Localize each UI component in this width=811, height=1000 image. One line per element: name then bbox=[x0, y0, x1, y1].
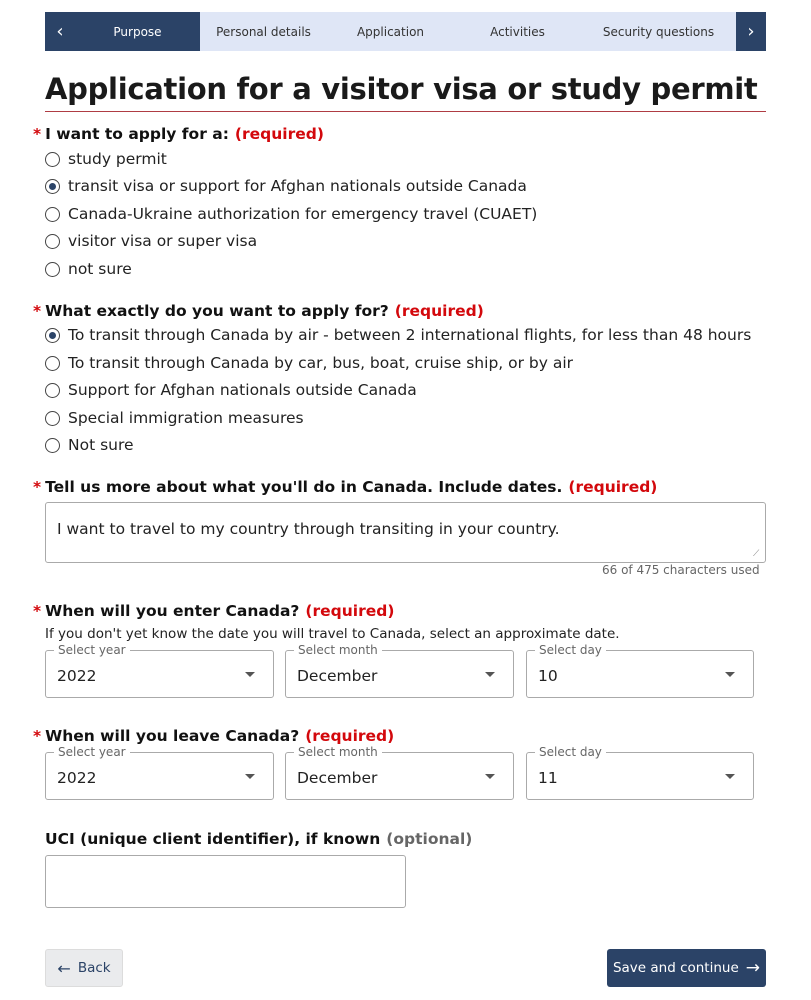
select-legend: Select day bbox=[535, 745, 606, 759]
radio-transit-ground[interactable] bbox=[45, 354, 573, 372]
radio-button[interactable] bbox=[45, 207, 60, 222]
step-navigation bbox=[45, 12, 766, 51]
caret-down-icon bbox=[485, 672, 495, 677]
enter-canada-label: When will you enter Canada? bbox=[45, 602, 300, 620]
apply-for-question bbox=[33, 125, 324, 143]
step-prev-button[interactable] bbox=[45, 12, 75, 51]
required-star: * bbox=[33, 302, 42, 320]
radio-button[interactable] bbox=[45, 234, 60, 249]
back-button[interactable] bbox=[45, 949, 123, 987]
radio-cuaet[interactable] bbox=[45, 205, 537, 223]
step-tabs bbox=[75, 12, 736, 51]
radio-label: transit visa or support for Afghan nationals outside Canada bbox=[68, 177, 527, 195]
radio-button[interactable] bbox=[45, 438, 60, 453]
select-legend: Select day bbox=[535, 643, 606, 657]
select-value: 2022 bbox=[57, 667, 97, 685]
select-legend: Select month bbox=[294, 643, 382, 657]
select-value: 10 bbox=[538, 667, 558, 685]
radio-button[interactable] bbox=[45, 179, 60, 194]
leave-month-select[interactable] bbox=[285, 745, 514, 800]
chevron-right-icon: › bbox=[747, 21, 755, 42]
caret-down-icon bbox=[245, 672, 255, 677]
tab-activities[interactable]: Activities bbox=[490, 24, 545, 39]
tab-security-questions[interactable]: Security questions bbox=[602, 24, 715, 39]
radio-button[interactable] bbox=[45, 356, 60, 371]
page-title: Application for a visitor visa or study permit bbox=[45, 72, 758, 106]
tab-application[interactable]: Application bbox=[356, 24, 425, 39]
select-legend: Select year bbox=[54, 745, 130, 759]
caret-down-icon bbox=[485, 774, 495, 779]
arrow-left-icon: ← bbox=[57, 958, 71, 978]
required-label: (required) bbox=[394, 302, 484, 320]
select-value: 11 bbox=[538, 769, 558, 787]
radio-button[interactable] bbox=[45, 383, 60, 398]
caret-down-icon bbox=[725, 672, 735, 677]
required-label: (required) bbox=[305, 602, 395, 620]
radio-label: Support for Afghan nationals outside Canada bbox=[68, 381, 417, 399]
radio-label: Not sure bbox=[68, 436, 134, 454]
apply-for-label: I want to apply for a: bbox=[45, 125, 229, 143]
radio-button[interactable] bbox=[45, 328, 60, 343]
title-divider bbox=[45, 111, 766, 112]
radio-label: Special immigration measures bbox=[68, 409, 304, 427]
details-question bbox=[33, 478, 657, 496]
resize-handle-icon[interactable]: ⟋ bbox=[753, 549, 760, 559]
radio-label: To transit through Canada by car, bus, boat, cruise ship, or by air bbox=[68, 354, 574, 372]
required-star: * bbox=[33, 478, 42, 496]
required-star: * bbox=[33, 727, 42, 745]
uci-input[interactable] bbox=[45, 855, 406, 908]
enter-year-select[interactable] bbox=[45, 643, 274, 698]
apply-exactly-label: What exactly do you want to apply for? bbox=[45, 302, 389, 320]
leave-canada-label: When will you leave Canada? bbox=[45, 727, 300, 745]
required-label: (required) bbox=[568, 478, 658, 496]
radio-afghan-support[interactable] bbox=[45, 381, 417, 399]
required-star: * bbox=[33, 125, 42, 143]
details-textarea[interactable] bbox=[45, 502, 766, 563]
select-legend: Select year bbox=[54, 643, 130, 657]
radio-label: not sure bbox=[68, 260, 132, 278]
enter-canada-hint: If you don't yet know the date you will travel to Canada, select an approximate date. bbox=[45, 626, 620, 642]
caret-down-icon bbox=[725, 774, 735, 779]
enter-canada-question bbox=[33, 602, 394, 620]
select-value: 2022 bbox=[57, 769, 97, 787]
select-value: December bbox=[297, 667, 378, 685]
radio-visitor-visa[interactable] bbox=[45, 232, 257, 250]
required-label: (required) bbox=[305, 727, 395, 745]
radio-transit-visa[interactable] bbox=[45, 177, 527, 195]
radio-label: study permit bbox=[68, 150, 167, 168]
caret-down-icon bbox=[245, 774, 255, 779]
leave-day-select[interactable] bbox=[526, 745, 754, 800]
chevron-left-icon: ‹ bbox=[56, 21, 64, 42]
radio-not-sure[interactable] bbox=[45, 260, 132, 278]
radio-not-sure-2[interactable] bbox=[45, 436, 134, 454]
character-counter: 66 of 475 characters used bbox=[602, 563, 760, 577]
enter-day-select[interactable] bbox=[526, 643, 754, 698]
step-next-button[interactable] bbox=[736, 12, 766, 51]
select-value: December bbox=[297, 769, 378, 787]
required-label: (required) bbox=[234, 125, 324, 143]
radio-transit-air[interactable] bbox=[45, 326, 751, 344]
details-textarea-value: I want to travel to my country through transiting in your country. bbox=[57, 520, 560, 538]
radio-button[interactable] bbox=[45, 411, 60, 426]
arrow-right-icon: → bbox=[745, 958, 761, 978]
apply-exactly-question bbox=[33, 302, 484, 320]
back-label: Back bbox=[77, 960, 111, 976]
leave-canada-question bbox=[33, 727, 394, 745]
radio-button[interactable] bbox=[45, 152, 60, 167]
required-star: * bbox=[33, 602, 42, 620]
radio-button[interactable] bbox=[45, 262, 60, 277]
radio-special-measures[interactable] bbox=[45, 409, 304, 427]
radio-label: visitor visa or super visa bbox=[68, 232, 258, 250]
radio-label: To transit through Canada by air - between 2 international flights, for less than 48 hours bbox=[68, 326, 752, 344]
details-label: Tell us more about what you'll do in Canada. Include dates. bbox=[45, 478, 563, 496]
select-legend: Select month bbox=[294, 745, 382, 759]
save-label: Save and continue bbox=[612, 960, 739, 976]
leave-year-select[interactable] bbox=[45, 745, 274, 800]
tab-purpose[interactable]: Purpose bbox=[75, 12, 200, 51]
optional-label: (optional) bbox=[386, 830, 473, 848]
radio-label: Canada-Ukraine authorization for emergency travel (CUAET) bbox=[68, 205, 538, 223]
save-and-continue-button[interactable] bbox=[607, 949, 766, 987]
uci-label: UCI (unique client identifier), if known bbox=[45, 830, 381, 848]
tab-personal-details[interactable]: Personal details bbox=[216, 24, 311, 39]
enter-month-select[interactable] bbox=[285, 643, 514, 698]
radio-study-permit[interactable] bbox=[45, 150, 167, 168]
uci-question bbox=[45, 830, 472, 848]
